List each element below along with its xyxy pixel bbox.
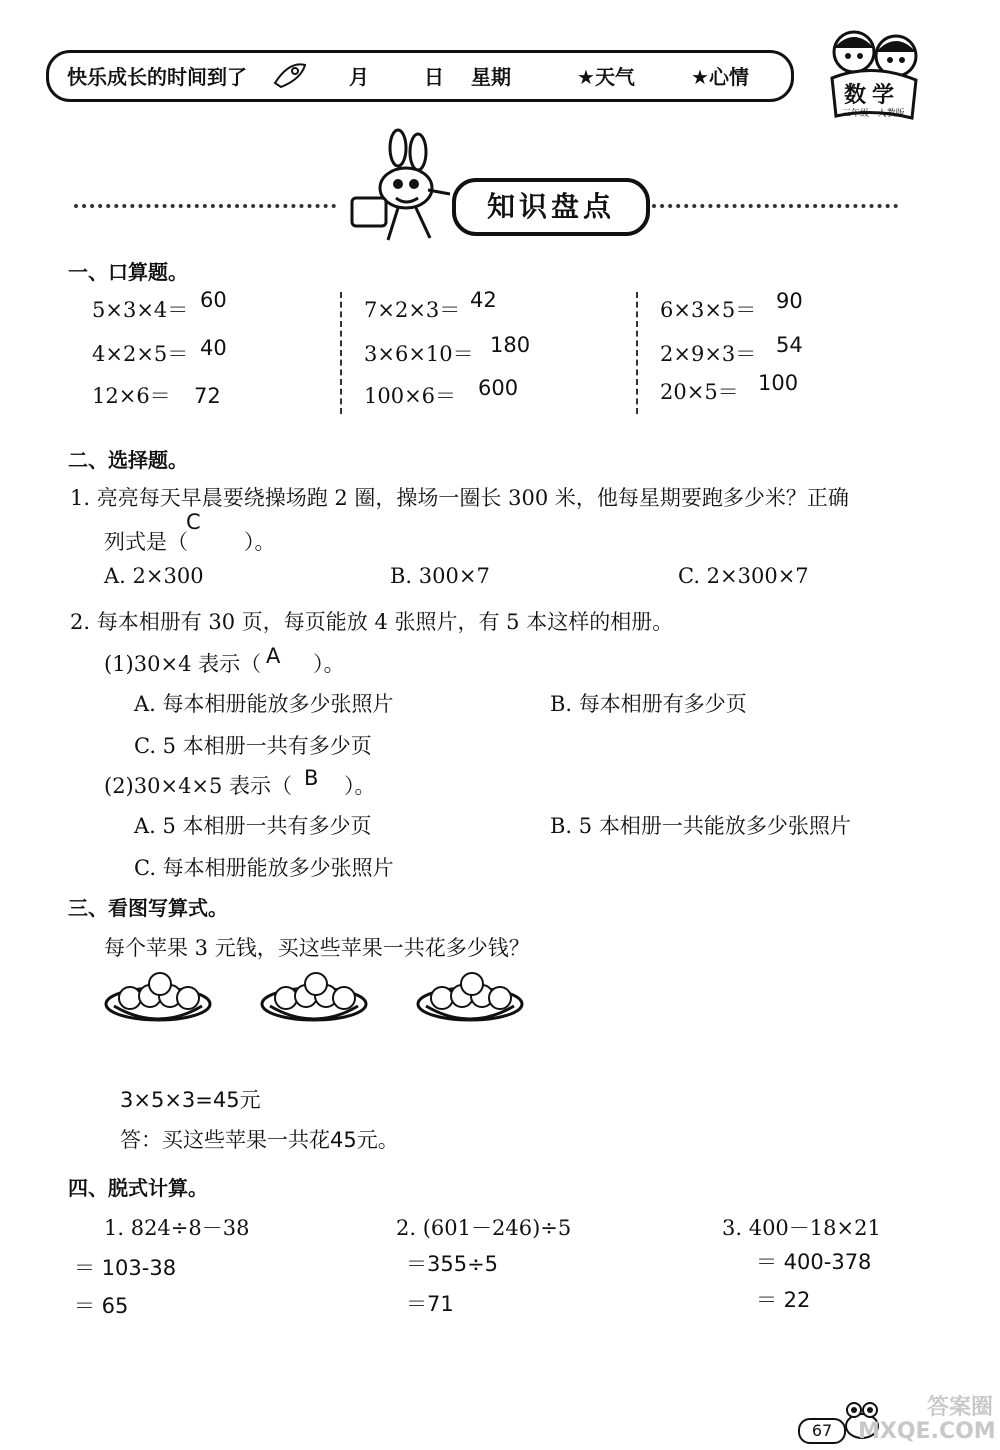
header-month: 月 bbox=[349, 65, 369, 89]
header-mood: ★ 心情 bbox=[691, 61, 749, 90]
question1-option-b: B. 300×7 bbox=[390, 564, 490, 588]
calc-step: ＝ 65 bbox=[74, 1294, 129, 1318]
badge-grade: 三年级 · 人教版 bbox=[842, 109, 905, 119]
calc-question: 5×3×4＝ bbox=[92, 298, 189, 322]
calc-question: 3×6×10＝ bbox=[364, 342, 474, 366]
header-weather: ★ 天气 bbox=[577, 61, 635, 90]
section4-title: 四、脱式计算。 bbox=[68, 1176, 208, 1200]
question1-option-a: A. 2×300 bbox=[104, 564, 204, 588]
calc-question: 20×5＝ bbox=[660, 380, 739, 404]
watermark: 答案圈 MXQE.COM bbox=[858, 1395, 996, 1444]
section3-answer-expression: 3×5×3=45元 bbox=[120, 1088, 261, 1112]
calc-problem: 3. 400－18×21 bbox=[722, 1216, 881, 1240]
question1-line1: 1. 亮亮每天早晨要绕操场跑 2 圈，操场一圈长 300 米，他每星期要跑多少米？正确 bbox=[70, 486, 849, 510]
apple-plate-icon bbox=[418, 973, 522, 1020]
calc-step: ＝355÷5 bbox=[406, 1252, 499, 1276]
apple-plate-icon bbox=[106, 973, 210, 1020]
calc-answer: 72 bbox=[194, 384, 221, 408]
section2-title: 二、选择题。 bbox=[68, 448, 188, 472]
calc-step: ＝71 bbox=[406, 1292, 454, 1316]
badge-subject: 数学 bbox=[844, 83, 901, 108]
calc-step: ＝ 22 bbox=[756, 1288, 811, 1312]
star-icon bbox=[691, 65, 709, 89]
apple-plates-illustration bbox=[100, 962, 540, 1032]
apple-plate-icon bbox=[262, 973, 366, 1020]
section3-answer-text: 答：买这些苹果一共花45元。 bbox=[120, 1128, 399, 1152]
question1-answer: C bbox=[186, 510, 201, 534]
calc-answer: 54 bbox=[776, 333, 803, 357]
question2-2-option-c: C. 每本相册能放多少张照片 bbox=[134, 856, 394, 880]
calc-answer: 100 bbox=[758, 371, 799, 395]
section3-title: 三、看图写算式。 bbox=[68, 896, 228, 920]
question2-2-option-a: A. 5 本相册一共有多少页 bbox=[134, 814, 372, 838]
question2-1-option-c: C. 5 本相册一共有多少页 bbox=[134, 734, 372, 758]
calc-answer: 90 bbox=[776, 289, 803, 313]
dotted-line-left bbox=[74, 204, 336, 208]
question2-1: (1)30×4 表示（ ）。 bbox=[104, 652, 345, 676]
calc-answer: 60 bbox=[200, 288, 227, 312]
question2-1-option-b: B. 每本相册有多少页 bbox=[550, 692, 747, 716]
calc-question: 7×2×3＝ bbox=[364, 298, 461, 322]
calc-question: 12×6＝ bbox=[92, 384, 171, 408]
column-divider bbox=[636, 292, 638, 414]
question2-2-answer: B bbox=[304, 766, 319, 790]
question2-stem: 2. 每本相册有 30 页，每页能放 4 张照片，有 5 本这样的相册。 bbox=[70, 610, 674, 634]
question2-2-option-b: B. 5 本相册一共能放多少张照片 bbox=[550, 814, 851, 838]
header-slogan: 快乐成长的时间到了 bbox=[67, 65, 247, 89]
question2-1-answer: A bbox=[266, 644, 281, 668]
calc-question: 4×2×5＝ bbox=[92, 342, 189, 366]
calc-answer: 42 bbox=[470, 288, 497, 312]
calc-question: 100×6＝ bbox=[364, 384, 457, 408]
column-divider bbox=[340, 292, 342, 414]
knowledge-banner-title: 知识盘点 bbox=[452, 178, 650, 236]
calc-problem: 2. (601－246)÷5 bbox=[396, 1216, 572, 1240]
question2-2: (2)30×4×5 表示（ ）。 bbox=[104, 774, 376, 798]
question1-line2: 列式是（ ）。 bbox=[104, 530, 276, 554]
question2-1-option-a: A. 每本相册能放多少张照片 bbox=[134, 692, 394, 716]
subject-badge bbox=[812, 22, 932, 132]
question1-option-c: C. 2×300×7 bbox=[678, 564, 809, 588]
calc-step: ＝ 400-378 bbox=[756, 1250, 872, 1274]
page-number: 67 bbox=[798, 1418, 846, 1444]
star-icon bbox=[577, 65, 595, 89]
calc-step: ＝ 103-38 bbox=[74, 1256, 177, 1280]
calc-problem: 1. 824÷8－38 bbox=[104, 1216, 250, 1240]
calc-answer: 600 bbox=[478, 376, 519, 400]
calc-answer: 40 bbox=[200, 336, 227, 360]
calc-question: 6×3×5＝ bbox=[660, 298, 757, 322]
header-weekday: 星期 bbox=[471, 65, 511, 89]
calc-answer: 180 bbox=[490, 333, 531, 357]
dotted-line-right bbox=[652, 204, 898, 208]
rabbit-mascot-icon bbox=[338, 128, 458, 248]
section1-title: 一、口算题。 bbox=[68, 260, 188, 284]
header-day: 日 bbox=[424, 65, 444, 89]
calc-question: 2×9×3＝ bbox=[660, 342, 757, 366]
header-banner bbox=[46, 50, 794, 102]
section3-prompt: 每个苹果 3 元钱，买这些苹果一共花多少钱？ bbox=[104, 936, 530, 960]
rocket-doodle-icon bbox=[271, 57, 311, 91]
